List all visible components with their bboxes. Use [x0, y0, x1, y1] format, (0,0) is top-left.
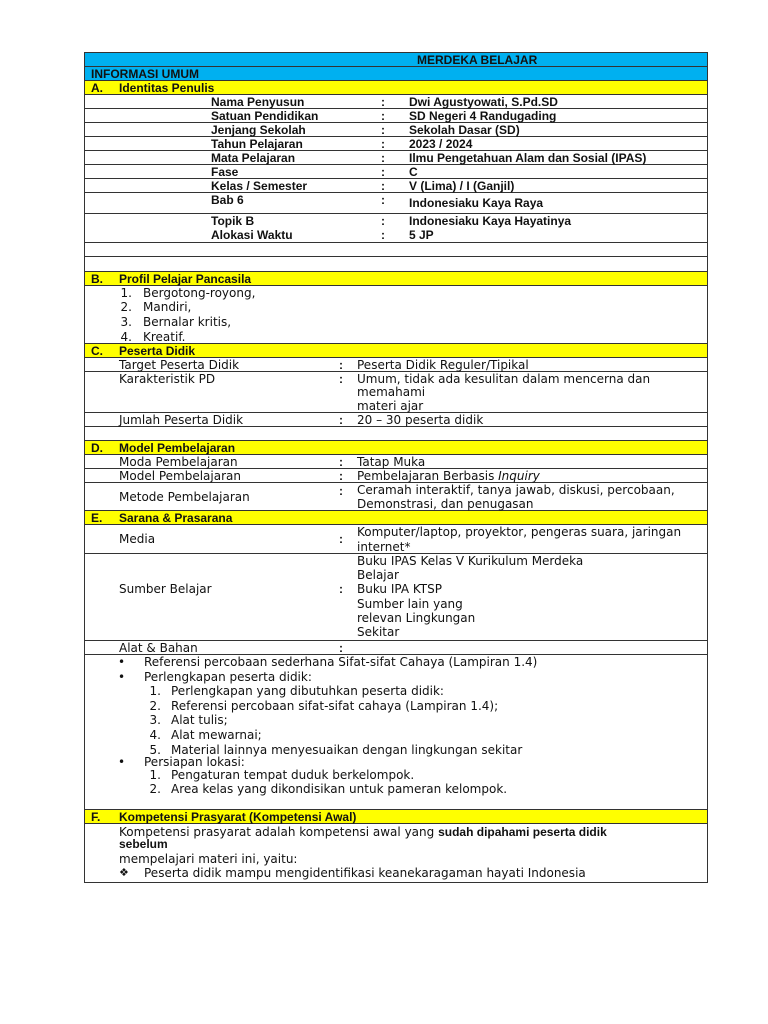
- bullet: •: [118, 655, 126, 669]
- identity-value: 2023 / 2024: [409, 137, 473, 151]
- item-text: Referensi percobaan sifat-sifat cahaya (Lampiran 1.4);: [171, 699, 499, 713]
- section-e-letter: E.: [91, 511, 103, 525]
- field-colon: :: [339, 582, 343, 596]
- identity-row: [85, 151, 707, 165]
- item-text: Perlengkapan yang dibutuhkan peserta didik:: [171, 684, 444, 698]
- field-colon: :: [339, 455, 343, 469]
- kompetensi-line: [119, 825, 607, 839]
- section-d-title: Model Pembelajaran: [119, 441, 236, 455]
- item-number: 4.: [120, 330, 132, 344]
- source-line: Sekitar: [357, 625, 400, 639]
- peserta-jumlah-row: [85, 413, 707, 427]
- identity-label: Alokasi Waktu: [211, 228, 293, 242]
- identity-colon: :: [381, 214, 385, 228]
- identity-colon: :: [381, 137, 385, 151]
- kompetensi-line: Peserta didik mampu mengidentifikasi keanekaragaman hayati Indonesia: [144, 866, 586, 880]
- lesson-plan-document: [84, 52, 708, 883]
- field-value: [357, 469, 540, 483]
- field-label: Model Pembelajaran: [119, 469, 241, 483]
- source-line: Buku IPAS Kelas V Kurikulum Merdeka: [357, 554, 584, 568]
- identity-row: [85, 193, 707, 214]
- field-value: Peserta Didik Reguler/Tipikal: [357, 358, 529, 372]
- identity-label: Fase: [211, 165, 239, 179]
- field-colon: :: [339, 372, 343, 386]
- item-number: 4.: [149, 728, 161, 742]
- identity-label: Nama Penyusun: [211, 95, 305, 109]
- item-number: 5.: [149, 743, 161, 757]
- item-text: Material lainnya menyesuaikan dengan lingkungan sekitar: [171, 743, 523, 757]
- section-d-letter: D.: [91, 441, 103, 455]
- section-a-title: Identitas Penulis: [119, 81, 215, 95]
- identity-colon: :: [381, 193, 385, 207]
- document-title-bar: [85, 53, 707, 67]
- identity-value: Indonesiaku Kaya Hayatinya: [409, 214, 572, 228]
- section-f-header: [85, 810, 707, 824]
- list-item: [85, 330, 707, 344]
- item-number: 2.: [149, 782, 161, 796]
- identity-value: 5 JP: [409, 228, 434, 242]
- field-value: memahami: [357, 385, 426, 399]
- field-colon: :: [339, 358, 343, 372]
- list-item: [85, 315, 707, 329]
- moda-row: [85, 455, 707, 469]
- section-a-letter: A.: [91, 81, 103, 95]
- identity-row: [85, 123, 707, 137]
- peserta-target-row: [85, 358, 707, 372]
- document-title: MERDEKA BELAJAR: [417, 53, 538, 67]
- bullet-text: Persiapan lokasi:: [144, 755, 245, 769]
- identity-value: C: [409, 165, 418, 179]
- field-colon: :: [339, 532, 343, 546]
- field-colon: :: [339, 641, 343, 655]
- identity-label: Tahun Pelajaran: [211, 137, 303, 151]
- identity-value: Ilmu Pengetahuan Alam dan Sosial (IPAS): [409, 151, 647, 165]
- list-item: [85, 286, 707, 300]
- identity-row: [85, 95, 707, 109]
- identity-value: SD Negeri 4 Randugading: [409, 109, 557, 123]
- identity-label: Satuan Pendidikan: [211, 109, 319, 123]
- identity-row: [85, 137, 707, 151]
- field-value: Demonstrasi, dan penugasan: [357, 497, 534, 511]
- item-number: 1.: [120, 286, 132, 300]
- info-umum-bar: [85, 67, 707, 81]
- identity-label: Bab 6: [211, 193, 244, 207]
- field-value: materi ajar: [357, 399, 424, 413]
- bullet: •: [118, 670, 126, 684]
- identity-label: Topik B: [211, 214, 255, 228]
- field-label: Moda Pembelajaran: [119, 455, 238, 469]
- field-value: Komputer/laptop, proyektor, pengeras suara, jaringan: [357, 525, 682, 539]
- identity-row: [85, 109, 707, 123]
- bullet: •: [118, 755, 126, 769]
- identity-label: Jenjang Sekolah: [211, 123, 306, 137]
- kompetensi-body: [85, 824, 707, 882]
- identity-colon: :: [381, 109, 385, 123]
- sumber-row: [85, 554, 707, 641]
- source-line: Belajar: [357, 568, 399, 582]
- identity-row: [85, 165, 707, 179]
- bullet-text: Referensi percobaan sederhana Sifat-sifat Cahaya (Lampiran 1.4): [144, 655, 538, 669]
- field-label: Sumber Belajar: [119, 582, 212, 596]
- section-b-letter: B.: [91, 272, 103, 286]
- item-number: 2.: [120, 300, 132, 314]
- identity-colon: :: [381, 165, 385, 179]
- field-value: Tatap Muka: [357, 455, 426, 469]
- section-b-header: [85, 272, 707, 286]
- identity-value: V (Lima) / I (Ganjil): [409, 179, 515, 193]
- section-a-header: [85, 81, 707, 95]
- identity-colon: :: [381, 151, 385, 165]
- field-label: Target Peserta Didik: [119, 358, 240, 372]
- section-c-letter: C.: [91, 344, 103, 358]
- section-f-title: Kompetensi Prasyarat (Kompetensi Awal): [119, 810, 357, 824]
- identity-label: Kelas / Semester: [211, 179, 308, 193]
- item-text: Kreatif.: [143, 330, 186, 344]
- model-italic-text: Inquiry: [498, 469, 540, 483]
- field-label: Karakteristik PD: [119, 372, 216, 386]
- peserta-karakter-row: [85, 372, 707, 413]
- field-value: Ceramah interaktif, tanya jawab, diskusi, percobaan,: [357, 483, 675, 497]
- field-colon: :: [339, 484, 343, 498]
- item-number: 1.: [149, 684, 161, 698]
- model-text: Pembelajaran Berbasis: [357, 469, 499, 483]
- media-row: [85, 525, 707, 554]
- bullet-text: Perlengkapan peserta didik:: [144, 670, 312, 684]
- identity-colon: :: [381, 228, 385, 242]
- spacer-row: [85, 427, 707, 441]
- spacer-row: [85, 257, 707, 272]
- section-c-header: [85, 344, 707, 358]
- section-e-title: Sarana & Prasarana: [119, 511, 233, 525]
- identity-value: Dwi Agustyowati, S.Pd.SD: [409, 95, 558, 109]
- field-value: Umum, tidak ada kesulitan dalam mencerna dan: [357, 372, 651, 386]
- spacer-row: [85, 242, 707, 257]
- identity-value: Sekolah Dasar (SD): [409, 123, 520, 137]
- section-e-header: [85, 511, 707, 525]
- kompetensi-text: Kompetensi prasyarat adalah kompetensi awal yang: [119, 825, 439, 839]
- field-label: Media: [119, 532, 156, 546]
- identity-colon: :: [381, 95, 385, 109]
- identity-colon: :: [381, 179, 385, 193]
- item-text: Alat mewarnai;: [171, 728, 262, 742]
- identity-value: Indonesiaku Kaya Raya: [409, 196, 544, 210]
- item-number: 3.: [120, 315, 132, 329]
- identity-colon: :: [381, 123, 385, 137]
- item-text: Bernalar kritis,: [143, 315, 232, 329]
- source-line: relevan Lingkungan: [357, 611, 476, 625]
- info-umum-heading: INFORMASI UMUM: [91, 67, 199, 81]
- item-number: 1.: [149, 768, 161, 782]
- section-c-title: Peserta Didik: [119, 344, 196, 358]
- model-row: [85, 469, 707, 483]
- source-line: Buku IPA KTSP: [357, 582, 442, 596]
- field-value: 20 – 30 peserta didik: [357, 413, 484, 427]
- section-d-header: [85, 441, 707, 455]
- identity-label: Mata Pelajaran: [211, 151, 296, 165]
- diamond-bullet-icon: ❖: [119, 866, 129, 879]
- kompetensi-bold-line: sebelum: [119, 837, 168, 851]
- field-colon: :: [339, 469, 343, 483]
- section-f-letter: F.: [91, 810, 101, 824]
- source-line: Sumber lain yang: [357, 597, 463, 611]
- alat-row: [85, 641, 707, 655]
- field-colon: :: [339, 413, 343, 427]
- item-number: 3.: [149, 713, 161, 727]
- item-text: Bergotong-royong,: [143, 286, 256, 300]
- kompetensi-line: mempelajari materi ini, yaitu:: [119, 852, 298, 866]
- metode-row: [85, 483, 707, 511]
- alat-list: [85, 655, 707, 810]
- item-text: Alat tulis;: [171, 713, 228, 727]
- profil-list: [85, 286, 707, 344]
- kompetensi-bold-text: sudah dipahami peserta didik: [438, 825, 607, 839]
- identity-row-pair: [85, 214, 707, 242]
- section-b-title: Profil Pelajar Pancasila: [119, 272, 252, 286]
- field-label: Alat & Bahan: [119, 641, 198, 655]
- field-value: internet*: [357, 540, 411, 554]
- item-text: Mandiri,: [143, 300, 192, 314]
- field-label: Jumlah Peserta Didik: [119, 413, 244, 427]
- field-label: Metode Pembelajaran: [119, 490, 250, 504]
- identity-row: [85, 179, 707, 193]
- list-item: [85, 300, 707, 314]
- item-text: Pengaturan tempat duduk berkelompok.: [171, 768, 415, 782]
- item-number: 2.: [149, 699, 161, 713]
- item-text: Area kelas yang dikondisikan untuk pameran kelompok.: [171, 782, 508, 796]
